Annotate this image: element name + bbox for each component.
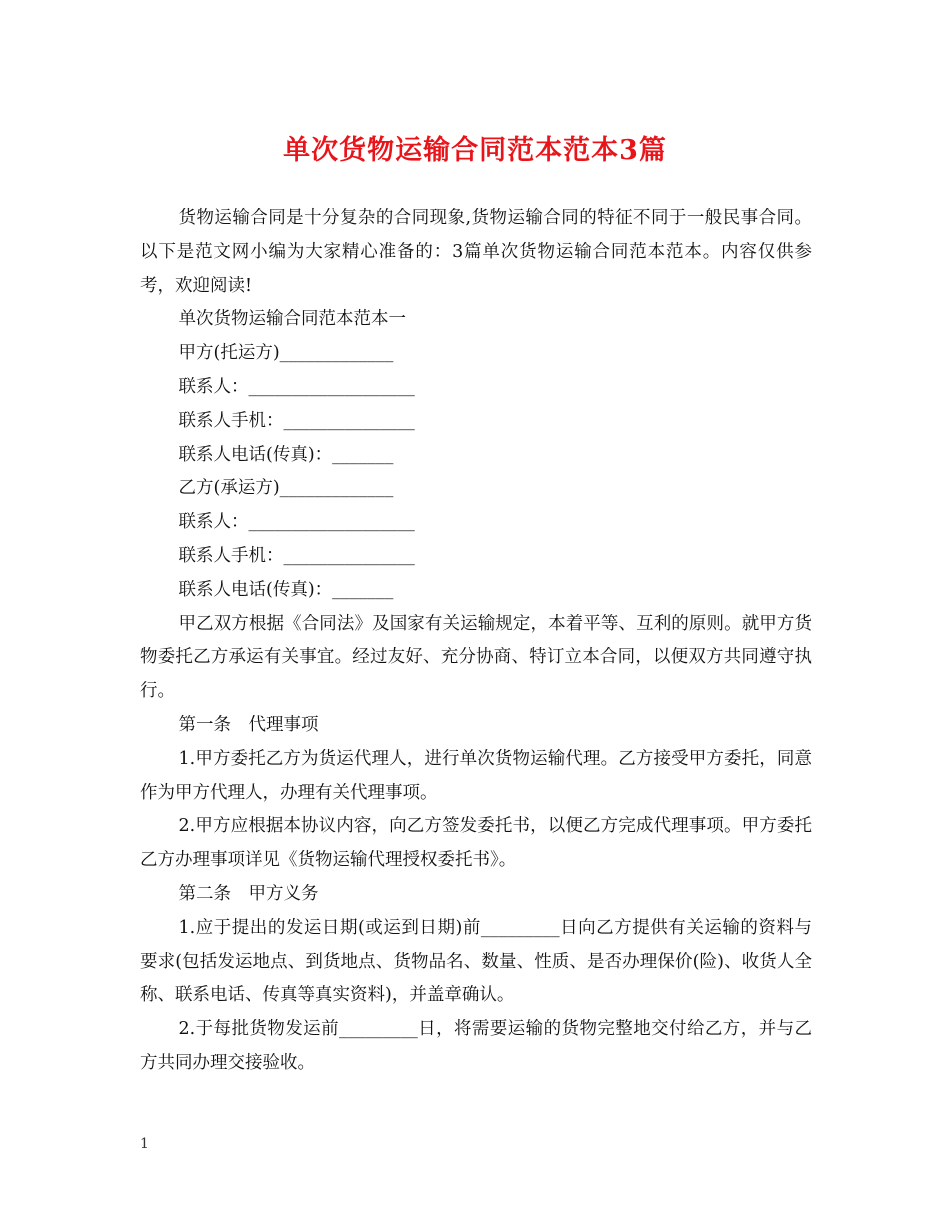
article-1-heading: 第一条 代理事项 [178,714,319,735]
party-b-contact-field: 联系人：___________________ [178,512,415,533]
document-body [140,202,812,1081]
page-number: 1 [140,1136,149,1152]
article-1-clause-1: 1.甲方委托乙方为货运代理人，进行单次货物运输代理。乙方接受甲方委托，同意作为甲方代理人，办理有关代理事项。 [140,748,812,803]
article-1-clause-2: 2.甲方应根据本协议内容，向乙方签发委托书，以便乙方完成代理事项。甲方委托乙方办理事项详见《货物运输代理授权委托书》。 [140,816,812,871]
party-a-field: 甲方(托运方)_____________ [178,343,394,364]
article-2-clause-2: 2.于每批货物发运前_________日，将需要运输的货物完整地交付给乙方，并与乙方共同办理交接验收。 [140,1019,812,1073]
contract-heading: 单次货物运输合同范本范本一 [178,309,406,330]
party-b-field: 乙方(承运方)_____________ [178,478,394,499]
party-b-phone-fax-field: 联系人电话(传真)：_______ [178,579,394,600]
article-2-heading: 第二条 甲方义务 [178,883,319,904]
party-a-contact-field: 联系人：___________________ [178,376,415,397]
document-title: 单次货物运输合同范本范本3篇 [283,135,667,166]
preamble-paragraph: 甲乙双方根据《合同法》及国家有关运输规定，本着平等、互利的原则。就甲方货物委托乙方承运有关事宜。经过友好、充分协商、特订立本合同，以便双方共同遵守执行。 [140,613,812,702]
party-a-mobile-field: 联系人手机：_______________ [178,410,415,431]
intro-paragraph: 货物运输合同是十分复杂的合同现象,货物运输合同的特征不同于一般民事合同。以下是范文网小编为大家精心准备的：3篇单次货物运输合同范本范本。内容仅供参考，欢迎阅读! [140,208,812,296]
party-b-mobile-field: 联系人手机：_______________ [178,545,415,566]
party-a-phone-fax-field: 联系人电话(传真)：_______ [178,444,394,465]
article-2-clause-1: 1.应于提出的发运日期(或运到日期)前_________日向乙方提供有关运输的资料与要求(包括发运地点、到货地点、货物品名、数量、性质、是否办理保价(险)、收货人全称、联系电话、传真等真实资料)，并盖章确认。 [140,917,812,1006]
